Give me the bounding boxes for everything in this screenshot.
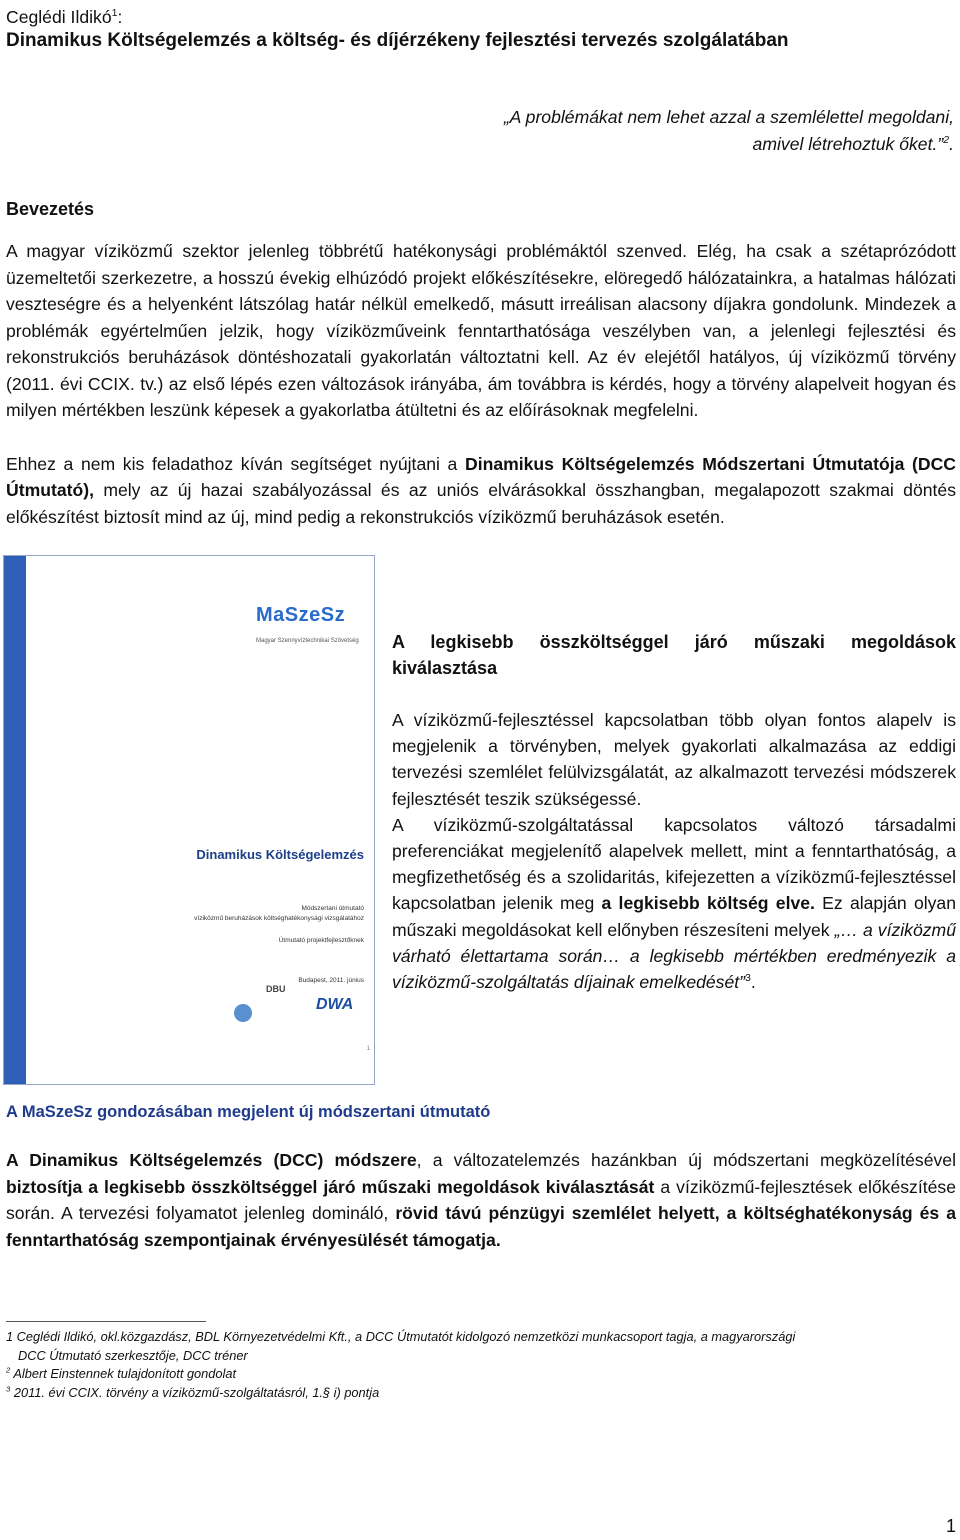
cover-page-number: 1 (366, 1046, 370, 1052)
footnote-2-num: 2 (6, 1365, 11, 1375)
document-page (6, 0, 956, 1402)
dcc-text-2: a víziközmű-fejlesztések előkészítése során. A tervezési folyamatot jelenleg domináló, (6, 1176, 956, 1223)
intro-paragraph (6, 238, 956, 424)
footnote-2-text: Albert Einstennek tulajdonított gondolat (10, 1366, 237, 1381)
quote-line-2 (6, 131, 954, 158)
section-title: Bevezetés (6, 199, 95, 219)
dcc-bold-2: biztosítja a legkisebb összköltséggel járó műszaki megoldások kiválasztását (6, 1176, 655, 1197)
footnote-ref-1: 1 (111, 7, 118, 20)
quote-line-1: „A problémákat nem lehet azzal a szemlélettel megoldani, (503, 107, 954, 127)
dcc-paragraph (6, 1147, 956, 1253)
sidebar-p2-end: . (750, 972, 756, 993)
dbu-logo: DBU (266, 984, 286, 994)
maszesz-logo (256, 602, 359, 654)
footnote-1-cont: DCC Útmutató szerkesztője, DCC tréner (18, 1347, 248, 1363)
guide-paragraph (6, 451, 956, 531)
footnotes (6, 1328, 956, 1402)
footnote-3-num: 3 (6, 1384, 11, 1394)
sidebar-p2-bold: a legkisebb költség elve. (601, 893, 815, 914)
figure-row (6, 555, 956, 1095)
sidebar-column (392, 629, 956, 995)
footnote-3 (6, 1384, 956, 1403)
guide-cover-image (3, 555, 375, 1085)
footnote-ref-2: 2 (943, 134, 950, 147)
dcc-bold-1: A Dinamikus Költségelemzés (DCC) módszere (6, 1150, 417, 1170)
dwa-logo: DWA (316, 996, 354, 1013)
dcc-text-1: , a változatelemzés hazánkban új módszertani megközelítésével (416, 1150, 956, 1170)
intro-paragraph-a: A magyar víziközmű szektor jelenleg többrétű hatékonysági problémáktól szenved. Elég, ha csak a szétaprózódott üzemeltetői szerkezetre, a hosszú évekig elhúzódó projekt előkészítésekre, elöregedő hálózatainkra, a hatalmas hálózati veszteségre és a helyenként látszólag határ nélkül emelkedő, másutt irreálisan alacsony díjakra gondolunk. (6, 241, 956, 314)
cover-title: Dinamikus Költségelemzés (196, 847, 364, 862)
guide-paragraph-b: mely az új hazai szabályozással és az uniós elvárásokkal összhangban, megalapozott szakmai döntés előkészítést biztosít mind az új, mind pedig a rekonstrukciós víziközmű beruházások esetén. (6, 480, 956, 527)
partner-logos (234, 976, 354, 1036)
cover-side-bar (4, 556, 26, 1084)
logo-text: MaSzeSz (256, 604, 346, 626)
figure-caption: A MaSzeSz gondozásában megjelent új módszertani útmutató (6, 1103, 491, 1121)
quote-dot: . (949, 134, 954, 154)
ewa-logo-icon (234, 1004, 252, 1022)
quote-line-2-text: amivel létrehoztuk őket. (752, 134, 938, 154)
sidebar-p2-b: Ez alapján olyan műszaki megoldásokat kell előnyben részesíteni melyek (392, 893, 957, 940)
cover-line-3: Útmutató projektfejlesztőknek (278, 937, 364, 944)
logo-subtext: Magyar Szennyvíztechnikai Szövetség (256, 638, 359, 644)
sidebar-paragraph-2 (392, 812, 956, 995)
cover-line-2: víziközmű beruházások költséghatékonysági vizsgálatához (194, 915, 364, 922)
footnote-2 (6, 1365, 956, 1384)
footnote-divider (6, 1321, 206, 1322)
sidebar-paragraph-1: A víziközmű-fejlesztéssel kapcsolatban több olyan fontos alapelv is megjelenik a törvényben, melyek gyakorlati alkalmazása az eddigi tervezési szemlélet felülvizsgálatát, az alkalmazott tervezési módszerek fejlesztését teszik szükségessé. (392, 710, 956, 809)
footnote-ref-3: 3 (745, 972, 751, 985)
author-line (6, 6, 956, 28)
guide-paragraph-a: Ehhez a nem kis feladathoz kíván segítséget nyújtani a (6, 453, 465, 474)
sidebar-p2-italic: „… a víziközmű várható élettartama során… a legkisebb mértékben eredményezik a víziközmű-szolgáltatás díjainak emelkedését” (392, 919, 956, 993)
footnote-3-text: 2011. évi CCIX. törvény a víziközmű-szolgáltatásról, 1.§ i) pontja (10, 1384, 380, 1400)
footnote-1-text: Ceglédi Ildikó, okl.közgazdász, BDL Környezetvédelmi Kft., a DCC Útmutatót kidolgozó nemzetközi munkacsoport tagja, a magyarországi (13, 1329, 796, 1344)
footnote-1 (6, 1328, 956, 1347)
quote-close: ” (937, 134, 944, 154)
page-number: 1 (945, 1516, 956, 1536)
cover-line-4: Budapest, 2011. június (298, 977, 364, 984)
sidebar-p2-a: A víziközmű-szolgáltatással kapcsolatos változó társadalmi preferenciákat megjelenítő alapelvek mellett, mint a fenntarthatóság, a megfizethetőség és a szolidaritás, kifejezetten a víziközmű-fejlesztéssel kapcsolatban jelenik meg (392, 814, 956, 914)
guide-paragraph-bold: Dinamikus Költségelemzés Módszertani Útmutatója (DCC Útmutató), (6, 453, 956, 500)
sidebar-heading: A legkisebb összköltséggel járó műszaki megoldások kiválasztása (392, 632, 956, 678)
document-title: Dinamikus Költségelemzés a költség- és díjérzékeny fejlesztési tervezés szolgálatában (6, 30, 789, 51)
intro-paragraph-b: Mindezek a problémák egyértelműen jelzik, hogy víziközműveink fenntarthatósága veszélyben van, a jelenlegi fejlesztési és rekonstrukciós beruházások döntéshozatali gyakorlatán változtatni kell. Az év elejétől hatályos, új víziközmű törvény (2011. évi CCIX. tv.) az első lépés ezen változások irányába, ám továbbra is kérdés, hogy a törvény alapelveit hogyan és milyen mértékben leszünk képesek a gyakorlatba átültetni és az előírásoknak megfelelni. (6, 294, 956, 420)
footnote-1-num: 1 (6, 1329, 14, 1344)
epigraph-quote (6, 104, 956, 158)
author-colon: : (117, 7, 123, 27)
author-name: Ceglédi Ildikó (6, 7, 112, 27)
dcc-bold-3: rövid távú pénzügyi szemlélet helyett, a költséghatékonyság és a fenntarthatóság szempontjainak érvényesülését támogatja. (6, 1203, 956, 1250)
cover-line-1: Módszertani útmutató (301, 905, 364, 912)
